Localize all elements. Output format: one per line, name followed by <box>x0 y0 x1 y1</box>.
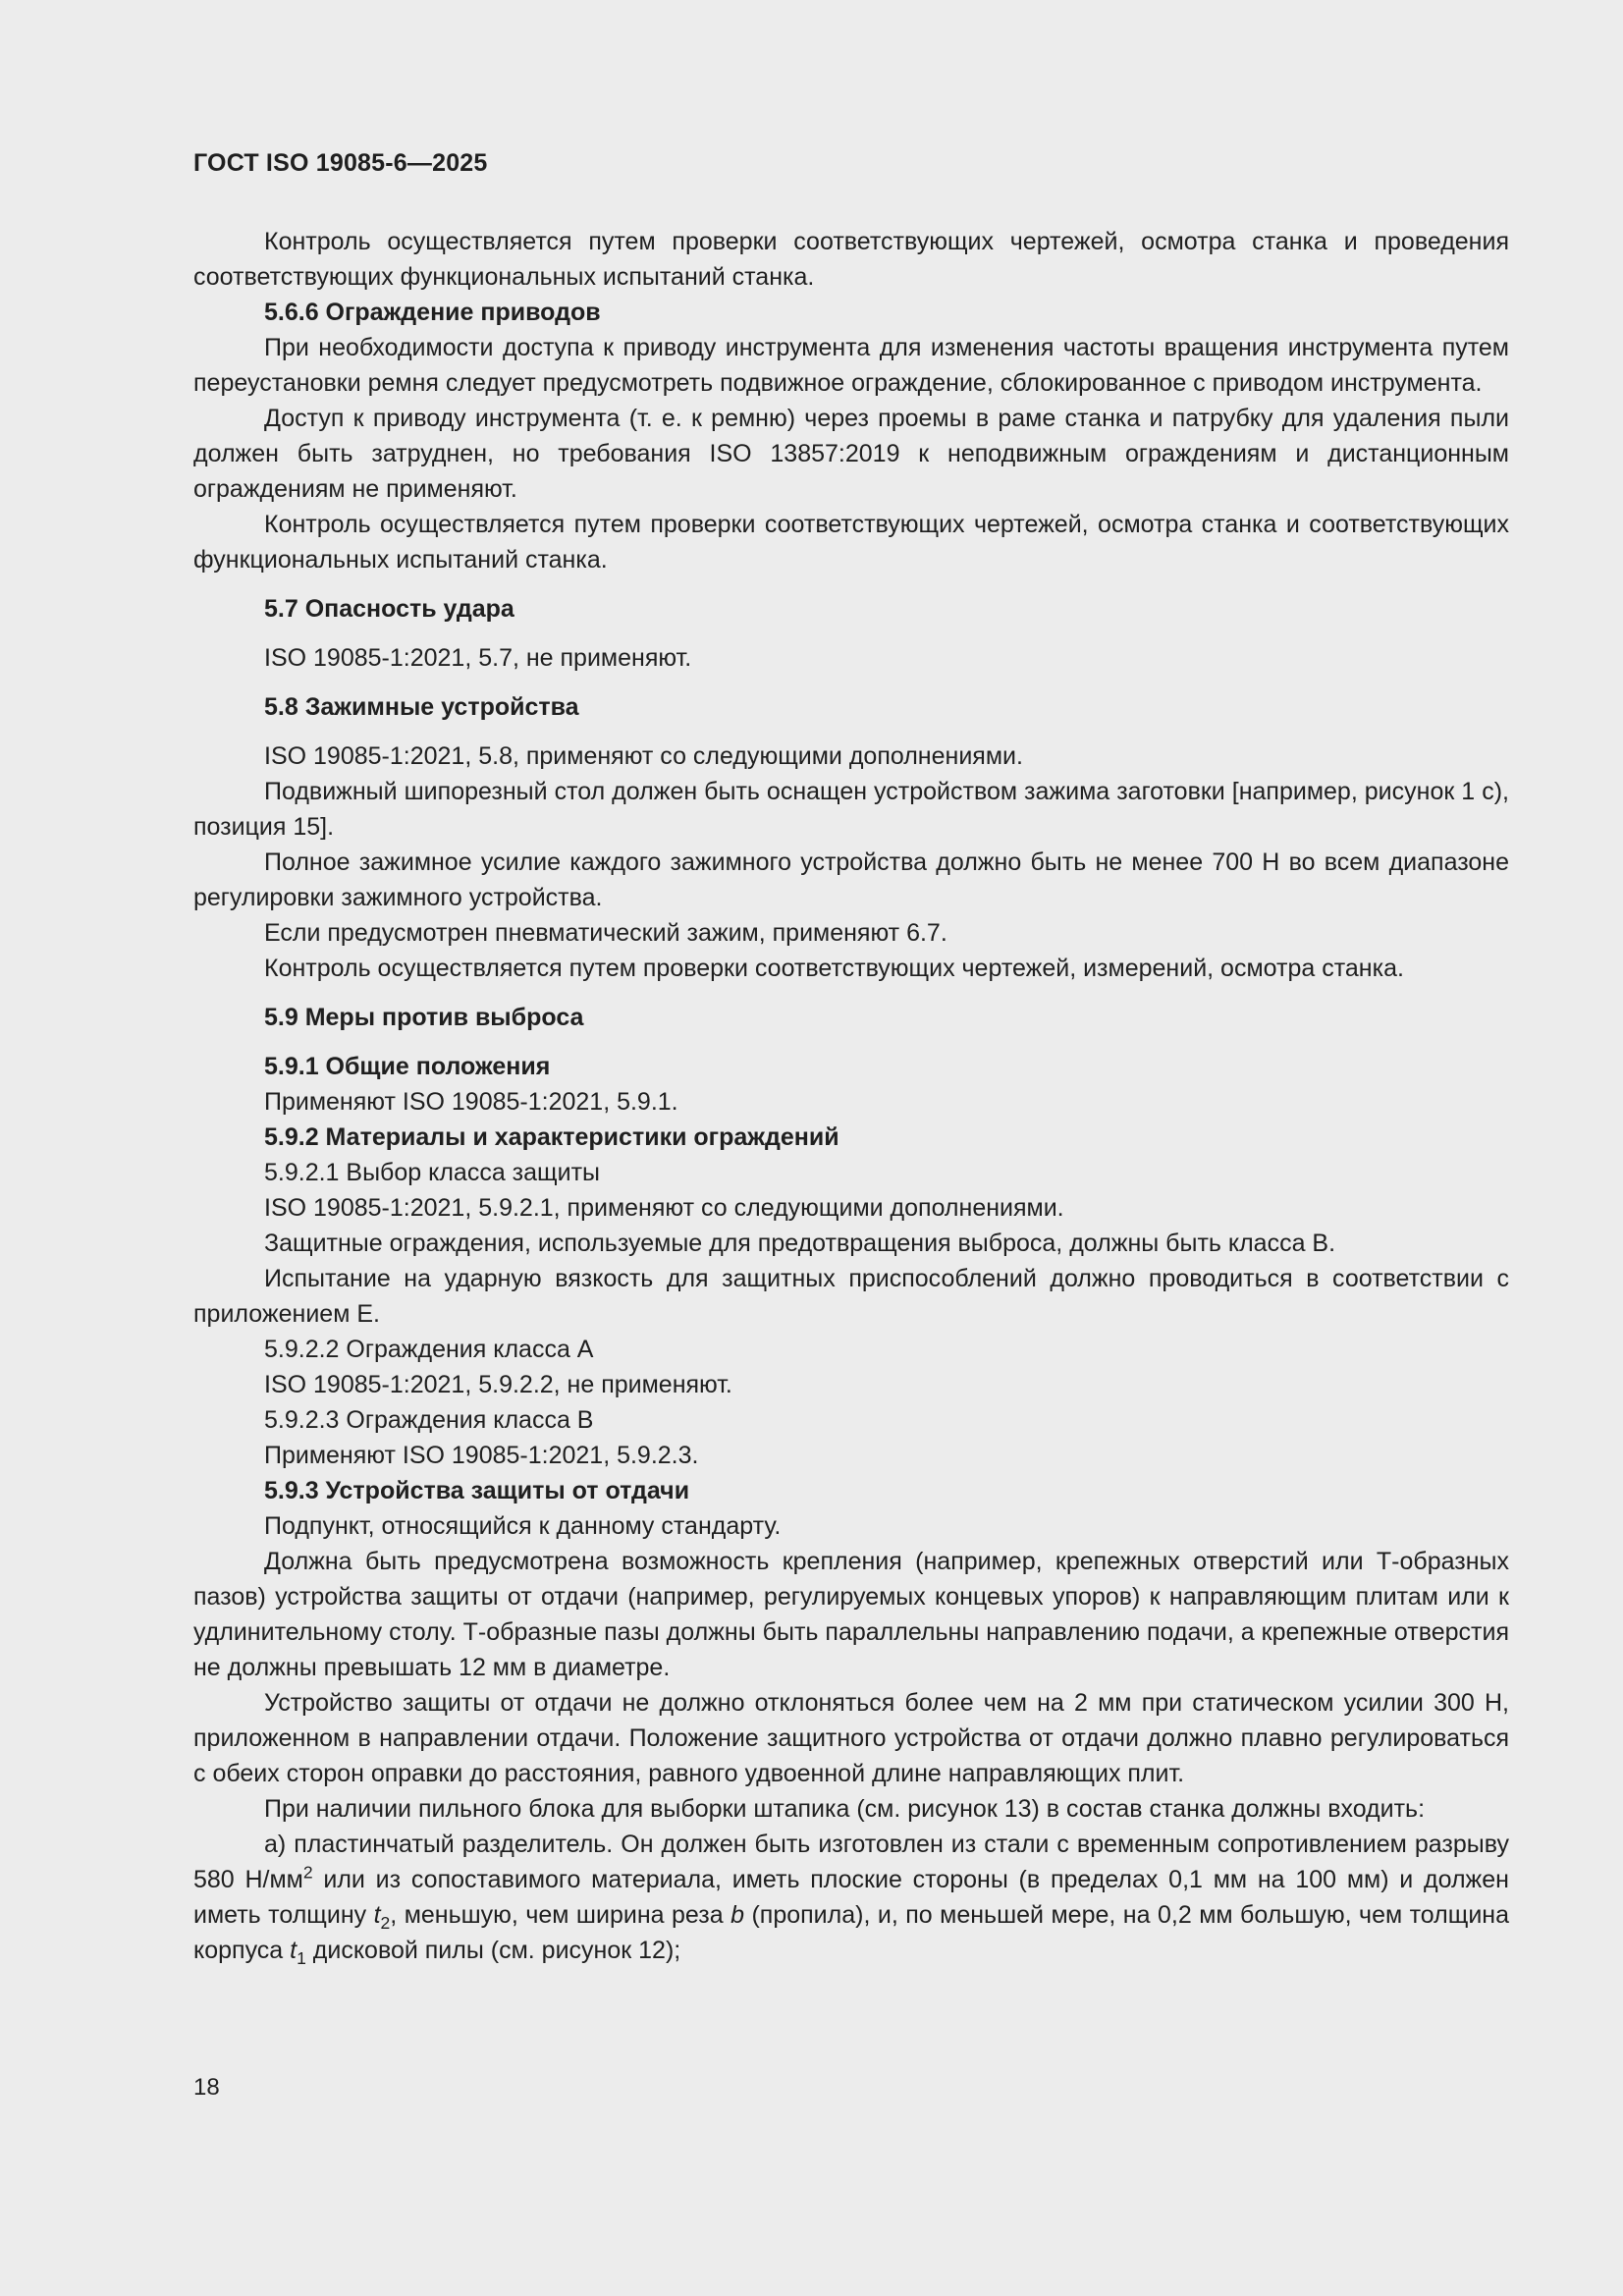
text-span: , меньшую, чем ширина реза <box>390 1901 731 1929</box>
heading-5-8: 5.8 Зажимные устройства <box>264 693 579 721</box>
paragraph: ISO 19085-1:2021, 5.8, применяют со следующими дополнениями. <box>264 742 1023 770</box>
paragraph: Контроль осуществляется путем проверки соответствующих чертежей, осмотра станка и соответствующих функциональных испытаний станка. <box>193 511 1509 574</box>
paragraph: Контроль осуществляется путем проверки соответствующих чертежей, измерений, осмотра станка. <box>264 955 1404 982</box>
paragraph: При наличии пильного блока для выборки штапика (см. рисунок 13) в состав станка должны входить: <box>264 1795 1426 1823</box>
variable: t <box>373 1901 381 1929</box>
subheading-5-9-2-1: 5.9.2.1 Выбор класса защиты <box>264 1159 600 1186</box>
paragraph: ISO 19085-1:2021, 5.9.2.1, применяют со следующими дополнениями. <box>264 1194 1064 1222</box>
subheading-5-9-2-2: 5.9.2.2 Ограждения класса А <box>264 1336 594 1363</box>
paragraph: Полное зажимное усилие каждого зажимного устройства должно быть не менее 700 Н во всем диапазоне регулировки зажимного устройства. <box>193 848 1509 911</box>
paragraph: Применяют ISO 19085-1:2021, 5.9.1. <box>264 1088 678 1116</box>
paragraph: ISO 19085-1:2021, 5.9.2.2, не применяют. <box>264 1371 732 1398</box>
paragraph: Подвижный шипорезный стол должен быть оснащен устройством зажима заготовки [например, рисунок 1 c), позиция 15]. <box>193 778 1509 841</box>
text-span: а) пластинчатый разделитель. Он должен быть изготовлен из стали с временным сопротивлением разрыву 580 Н/мм <box>193 1831 1509 1893</box>
paragraph: Испытание на ударную вязкость для защитных приспособлений должно проводиться в соответствии с приложением Е. <box>193 1265 1509 1328</box>
document-body <box>193 224 1509 1968</box>
subscript: 2 <box>380 1913 391 1933</box>
text-span: дисковой пилы (см. рисунок 12); <box>305 1937 681 1964</box>
paragraph: Устройство защиты от отдачи не должно отклоняться более чем на 2 мм при статическом усилии 300 Н, приложенном в направлении отдачи. Положение защитного устройства от отдачи должно плавно регулироваться с обеих сторон оправки до расстояния, равного удвоенной длине направляющих плит. <box>193 1689 1509 1787</box>
heading-5-7: 5.7 Опасность удара <box>264 595 514 623</box>
paragraph: Применяют ISO 19085-1:2021, 5.9.2.3. <box>264 1442 699 1469</box>
heading-5-9-1: 5.9.1 Общие положения <box>264 1053 551 1080</box>
paragraph: Если предусмотрен пневматический зажим, применяют 6.7. <box>264 919 947 947</box>
paragraph: Доступ к приводу инструмента (т. е. к ремню) через проемы в раме станка и патрубку для удаления пыли должен быть затруднен, но требования ISO 13857:2019 к неподвижным ограждениям и дистанционным ограждениям не применяют. <box>193 405 1509 503</box>
paragraph: Защитные ограждения, используемые для предотвращения выброса, должны быть класса В. <box>264 1230 1336 1257</box>
document-header: ГОСТ ISO 19085-6—2025 <box>193 149 488 177</box>
text-span: (пропила), и, по меньшей мере, на 0,2 мм большую, чем толщина корпуса <box>193 1901 1509 1964</box>
paragraph: Подпункт, относящийся к данному стандарту. <box>264 1512 782 1540</box>
subscript: 1 <box>297 1948 306 1968</box>
paragraph: Должна быть предусмотрена возможность крепления (например, крепежных отверстий или Т-образных пазов) устройства защиты от отдачи (например, регулируемых концевых упоров) к направляющим плитам или к удлинительному столу. Т-образные пазы должны быть параллельны направлению подачи, а крепежные отверстия не должны превышать 12 мм в диаметре. <box>193 1548 1509 1681</box>
paragraph: При необходимости доступа к приводу инструмента для изменения частоты вращения инструмента путем переустановки ремня следует предусмотреть подвижное ограждение, сблокированное с приводом инструмента. <box>193 334 1509 397</box>
list-item-a <box>193 1827 1509 1968</box>
heading-5-9-3: 5.9.3 Устройства защиты от отдачи <box>264 1477 690 1504</box>
heading-5-9: 5.9 Меры против выброса <box>264 1004 584 1031</box>
paragraph: Контроль осуществляется путем проверки соответствующих чертежей, осмотра станка и проведения соответствующих функциональных испытаний станка. <box>193 228 1509 291</box>
variable: t <box>290 1937 298 1964</box>
paragraph: ISO 19085-1:2021, 5.7, не применяют. <box>264 644 692 672</box>
page-number: 18 <box>193 2074 220 2101</box>
variable: b <box>730 1901 744 1929</box>
subheading-5-9-2-3: 5.9.2.3 Ограждения класса В <box>264 1406 594 1434</box>
heading-5-6-6: 5.6.6 Ограждение приводов <box>264 299 601 326</box>
heading-5-9-2: 5.9.2 Материалы и характеристики ограждений <box>264 1123 839 1151</box>
superscript: 2 <box>302 1862 313 1883</box>
text-span: или из сопоставимого материала, иметь плоские стороны (в пределах 0,1 мм на 100 мм) и должен иметь толщину <box>193 1866 1509 1929</box>
